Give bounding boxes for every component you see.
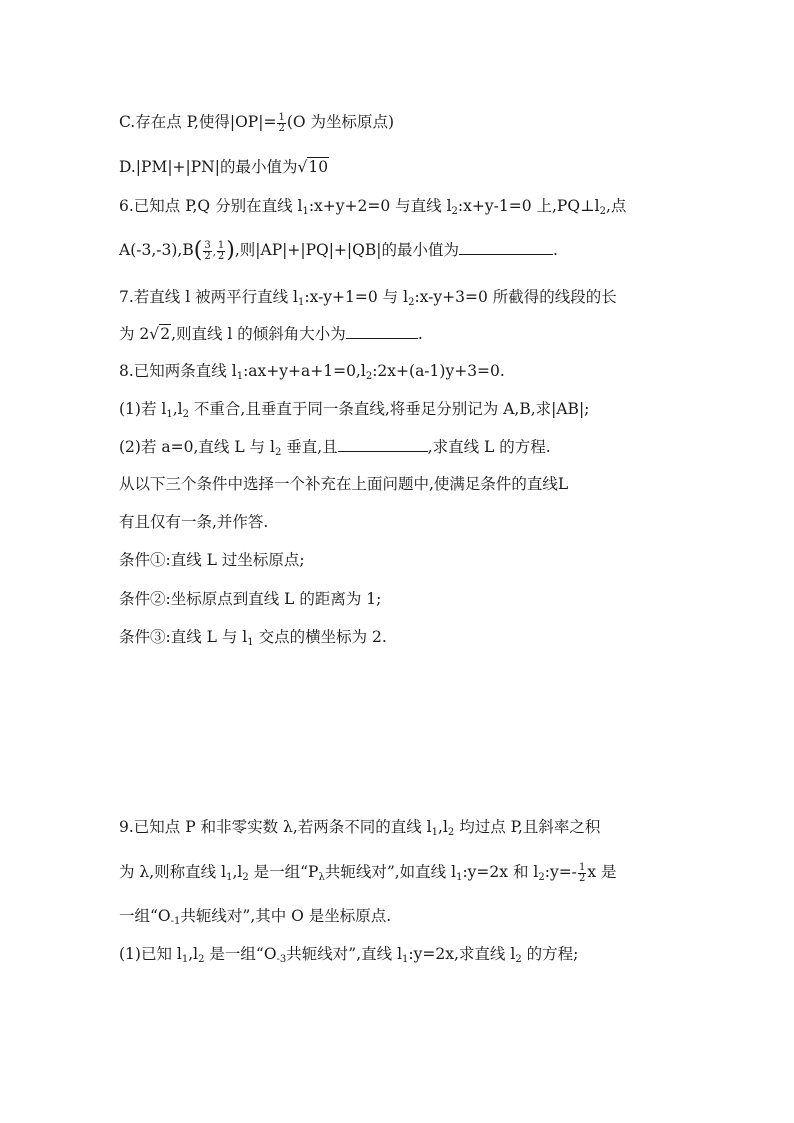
denominator: 2 bbox=[217, 250, 225, 262]
text: ,l bbox=[438, 818, 448, 836]
text: :y=2x 和 l bbox=[462, 863, 539, 881]
text: 不重合,且垂直于同一条直线,将垂足分别记为 A,B,求|AB|; bbox=[188, 400, 590, 418]
text: 是一组“P bbox=[248, 863, 319, 881]
text: :ax+y+a+1=0,l bbox=[243, 362, 366, 380]
text: x 是 bbox=[587, 863, 617, 881]
subscript: 2 bbox=[365, 371, 373, 382]
paren-left: ( bbox=[193, 238, 203, 263]
subscript: 1 bbox=[236, 371, 244, 382]
question-8-part-1 bbox=[119, 399, 589, 425]
text: (2)若 a=0,直线 L 与 l bbox=[119, 438, 275, 456]
question-6-line-2 bbox=[119, 240, 558, 263]
subscript: 1 bbox=[298, 297, 305, 308]
text: 垂直,且 bbox=[281, 438, 338, 456]
text: ,则|AP|+|PQ|+|QB|的最小值为 bbox=[234, 241, 459, 259]
subscript: 1 bbox=[431, 827, 439, 838]
question-9-line-2 bbox=[119, 862, 616, 888]
text: :y=- bbox=[544, 863, 577, 881]
text: ,l bbox=[232, 863, 243, 881]
condition-2: 条件②:坐标原点到直线 L 的距离为 1; bbox=[119, 590, 382, 608]
text: 6.已知点 P,Q 分别在直线 l bbox=[119, 197, 303, 215]
subscript: 1 bbox=[302, 206, 309, 217]
subscript: 1 bbox=[226, 872, 233, 883]
question-9-part-1 bbox=[119, 944, 578, 970]
question-8-part-2 bbox=[119, 437, 551, 463]
text: :x+y-1=0 上,PQ⊥l bbox=[457, 197, 600, 215]
subscript: -3 bbox=[276, 954, 287, 965]
subscript: 2 bbox=[182, 409, 189, 420]
text: :x-y+1=0 与 l bbox=[304, 288, 409, 306]
subscript: 2 bbox=[408, 297, 415, 308]
square-root: √10 bbox=[297, 158, 329, 176]
numerator: 3 bbox=[204, 239, 211, 251]
numerator: 1 bbox=[278, 111, 285, 123]
text: 均过点 P,且斜率之积 bbox=[454, 818, 601, 836]
text: ,点 bbox=[605, 197, 627, 215]
fraction bbox=[217, 241, 225, 262]
text: 共轭线对”,其中 O 是坐标原点. bbox=[180, 907, 392, 925]
option-c bbox=[119, 112, 394, 134]
subscript: 2 bbox=[274, 447, 282, 458]
text: 共轭线对”,直线 l bbox=[286, 945, 403, 963]
question-9-line-1 bbox=[119, 817, 600, 843]
text: 为 2 bbox=[119, 325, 150, 343]
text: 是一组“O bbox=[204, 945, 277, 963]
question-6-line-1 bbox=[119, 196, 626, 222]
subscript: 2 bbox=[451, 206, 458, 217]
fraction bbox=[277, 113, 285, 134]
radicand: 2 bbox=[160, 325, 171, 343]
subscript: 1 bbox=[402, 954, 409, 965]
text: ,l bbox=[172, 400, 183, 418]
numerator: 1 bbox=[578, 861, 586, 873]
subscript: 2 bbox=[599, 206, 606, 217]
text: 9.已知点 P 和非零实数 λ,若两条不同的直线 l bbox=[119, 818, 432, 836]
text: D.|PM|+|PN|的最小值为 bbox=[119, 158, 298, 176]
text: . bbox=[417, 325, 423, 343]
condition-3 bbox=[119, 627, 387, 653]
subscript: 2 bbox=[515, 954, 522, 965]
text: 共轭线对”,如直线 l bbox=[324, 863, 457, 881]
text: :x-y+3=0 所截得的线段的长 bbox=[414, 288, 617, 306]
subscript: 1 bbox=[456, 872, 463, 883]
subscript: -1 bbox=[170, 916, 181, 927]
subscript: 1 bbox=[247, 637, 254, 648]
question-8-stem bbox=[119, 361, 505, 387]
question-8-instruction-2: 有且仅有一条,并作答. bbox=[119, 513, 269, 531]
text: 交点的横坐标为 2. bbox=[253, 628, 387, 646]
question-7-line-1 bbox=[119, 287, 617, 313]
denominator: 2 bbox=[278, 122, 285, 134]
text: :2x+(a-1)y+3=0. bbox=[372, 362, 505, 380]
condition-1: 条件①:直线 L 过坐标原点; bbox=[119, 551, 305, 569]
numerator: 1 bbox=[217, 239, 225, 251]
subscript: 2 bbox=[447, 827, 455, 838]
text: (1)若 l bbox=[119, 400, 167, 418]
text: 一组“O bbox=[119, 907, 171, 925]
denominator: 2 bbox=[204, 250, 211, 262]
text: 7.若直线 l 被两平行直线 l bbox=[119, 288, 298, 306]
fraction bbox=[578, 863, 586, 884]
radicand: 10 bbox=[308, 158, 329, 176]
text: ,l bbox=[188, 945, 199, 963]
answer-blank[interactable] bbox=[338, 437, 428, 452]
comma: , bbox=[212, 247, 216, 258]
denominator: 2 bbox=[578, 872, 586, 884]
subscript: 1 bbox=[181, 954, 189, 965]
subscript: 1 bbox=[166, 409, 173, 420]
text: ,则直线 l 的倾斜角大小为 bbox=[171, 325, 346, 343]
question-9-line-3 bbox=[119, 906, 391, 932]
answer-blank[interactable] bbox=[346, 324, 418, 339]
text: 的方程; bbox=[521, 945, 579, 963]
text: A(-3,-3),B bbox=[119, 241, 194, 259]
text: ,求直线 L 的方程. bbox=[427, 438, 551, 456]
question-8-instruction-1: 从以下三个条件中选择一个补充在上面问题中,使满足条件的直线L bbox=[119, 475, 569, 493]
question-7-line-2 bbox=[119, 324, 423, 344]
text: 为 λ,则称直线 l bbox=[119, 863, 227, 881]
text: 8.已知两条直线 l bbox=[119, 362, 237, 380]
text: (1)已知 l bbox=[119, 945, 182, 963]
subscript: 2 bbox=[242, 872, 249, 883]
text: (O 为坐标原点) bbox=[286, 113, 395, 131]
subscript: λ bbox=[318, 872, 325, 883]
square-root: √2 bbox=[149, 325, 171, 343]
fraction bbox=[203, 241, 211, 262]
option-d bbox=[119, 157, 329, 177]
text: :x+y+2=0 与直线 l bbox=[308, 197, 452, 215]
text: :y=2x,求直线 l bbox=[408, 945, 516, 963]
subscript: 2 bbox=[538, 872, 545, 883]
text: 条件③:直线 L 与 l bbox=[119, 628, 248, 646]
paren-right: ) bbox=[226, 238, 235, 263]
answer-blank[interactable] bbox=[459, 240, 553, 255]
text: . bbox=[552, 241, 558, 259]
subscript: 2 bbox=[198, 954, 205, 965]
text: C.存在点 P,使得|OP|= bbox=[119, 113, 277, 131]
